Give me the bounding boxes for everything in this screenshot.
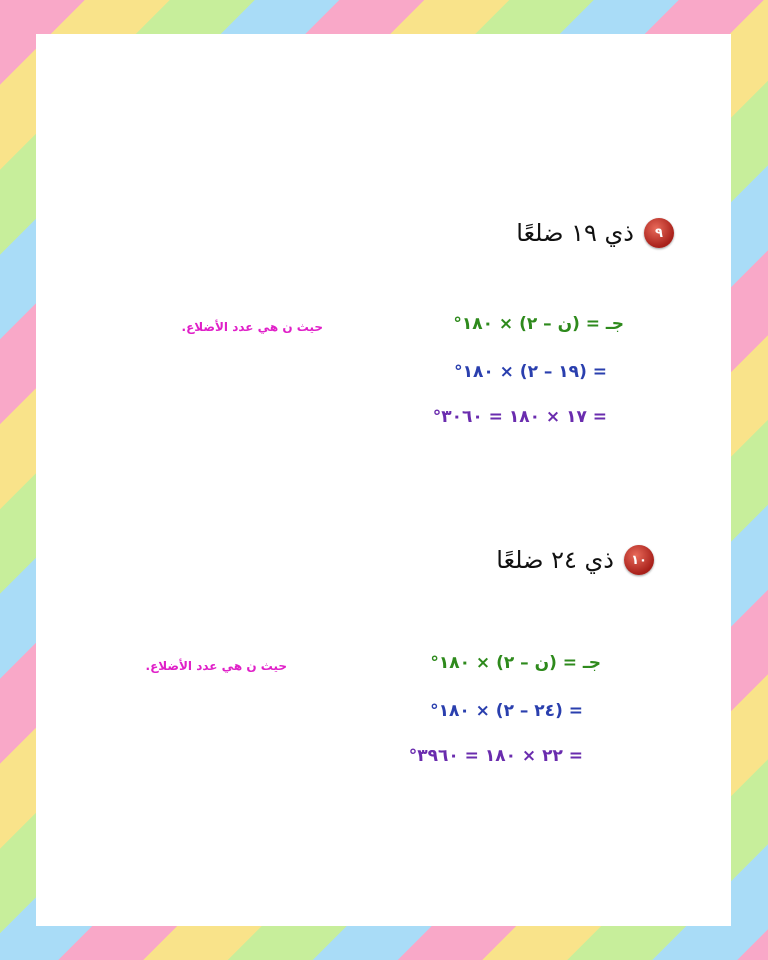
problem-9-header <box>516 218 674 248</box>
note-text: حيث ن هي عدد الأضلاع. <box>145 659 287 673</box>
formula-line: جـ = (ن – ٢) × ١٨٠° <box>430 653 601 673</box>
substitution-line: = (١٩ – ٢) × ١٨٠° <box>454 362 607 382</box>
problem-title: ذي ١٩ ضلعًا <box>516 219 634 247</box>
problem-10-header <box>496 545 654 575</box>
problem-number-badge: ١٠ <box>624 545 654 575</box>
result-line: = ١٧ × ١٨٠ = ٣٠٦٠° <box>432 407 607 427</box>
result-line: = ٢٢ × ١٨٠ = ٣٩٦٠° <box>408 746 583 766</box>
problem-title: ذي ٢٤ ضلعًا <box>496 546 614 574</box>
formula-line: جـ = (ن – ٢) × ١٨٠° <box>453 314 624 334</box>
worksheet-page <box>36 34 731 926</box>
problem-number-badge: ٩ <box>644 218 674 248</box>
substitution-line: = (٢٤ – ٢) × ١٨٠° <box>430 701 583 721</box>
note-text: حيث ن هي عدد الأضلاع. <box>181 320 323 334</box>
